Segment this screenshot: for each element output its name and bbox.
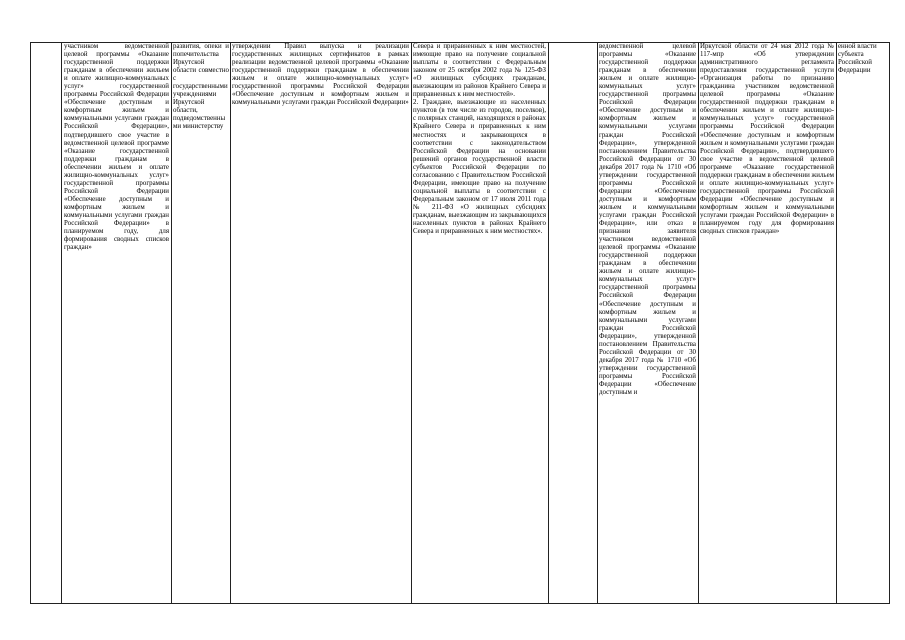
cell-text: участником ведомственной целевой программы «Оказание государственной поддержки гражданам в обеспечении жильем и оплате жилищно-коммунальных услуг» государственной программы Российской Федерации «Обеспечение доступным и комфортным жильем и коммунальными услугами граждан Российской Федерации», подтвердившего свое участие в ведомственной целевой программе «Оказание государственной поддержки гражданам в обеспечении жильем и оплате жилищно-коммунальных услуг» государственной программы Российской Федерации «Обеспечение доступным и комфортным жильем и коммунальными услугами граждан Российской Федерации» в планируемом году, для формирования сводных списков граждан» xyxy=(64,43,169,252)
cell-text: развития, опеки и попечительства Иркутской области совместно с государственными учреждениями Иркутской области, подведомственными министерству xyxy=(173,43,229,131)
column-divider xyxy=(230,42,231,604)
table-cell-regulation xyxy=(700,43,834,601)
table-cell-authority-level xyxy=(838,43,888,601)
table-cell-responsible-authority xyxy=(173,43,229,601)
table-border-bottom xyxy=(30,603,890,604)
table-cell-empty xyxy=(550,43,595,601)
cell-text: ведомственной целевой программы «Оказание государственной поддержки гражданам в обеспечении жильем и оплате жилищно-коммунальных услуг» государственной программы Российской Федерации «Обеспечение доступным и комфортным жильем и коммунальными услугами граждан Российской Федерации», утвержденной постановлением Правительства Российской Федерации от 30 декабря 2017 года № 1710 «Об утверждении государственной программы Российской Федерации «Обеспечение доступным и комфортным жильем и коммунальными услугами граждан Российской Федерации», или отказ в признании заявителя участником ведомственной целевой программы «Оказание государственной поддержки гражданам в обеспечении жильем и оплате жилищно-коммунальных услуг» государственной программы Российской Федерации «Обеспечение доступным и комфортным жильем и коммунальными услугами граждан Российской Федерации», утвержденной постановлением Правительства Российской Федерации от 30 декабря 2017 года № 1710 «Об утверждении государственной программы Российской Федерации «Обеспечение доступным и xyxy=(599,43,696,397)
cell-text: енной власти субъекта Российской Федерации xyxy=(838,43,877,75)
column-divider xyxy=(548,42,549,604)
column-divider xyxy=(597,42,598,604)
column-divider xyxy=(61,42,62,604)
column-divider xyxy=(698,42,699,604)
column-divider xyxy=(411,42,412,604)
column-divider xyxy=(171,42,172,604)
table-border-right xyxy=(889,42,890,604)
table-border-left xyxy=(30,42,31,604)
cell-paragraph: 2. Граждане, выезжающие из населенных пунктов (в том числе из городов, поселков), с полярных станций, находящихся в районах Крайнего Севера и приравненных к ним местностях и закрывающихся в соответствии с законодательством Российской Федерации на основании решений органов государственной власти субъектов Российской Федерации по согласованию с Правительством Российской Федерации, имеющие право на получение социальной выплаты в соответствии с Федеральным законом от 17 июля 2011 года № 211-ФЗ «О жилищных субсидиях гражданам, выезжающим из закрывающихся населенных пунктов в районах Крайнего Севера и приравненных к ним местностях». xyxy=(413,99,546,236)
table-cell-applicant-recognition xyxy=(64,43,169,601)
column-divider xyxy=(836,42,837,604)
cell-paragraph: Севера и приравненных к ним местностей, имеющие право на получение социальной выплаты в соответствии с Федеральным законом от 25 октября 2002 года № 125-ФЗ «О жилищных субсидиях гражданам, выезжающим из районов Крайнего Севера и приравненных к ним местностей». xyxy=(413,43,546,99)
cell-text: утверждении Правил выпуска и реализации государственных жилищных сертификатов в рамках реализации ведомственной целевой программы «Оказание государственной поддержки гражданам в обеспечении жильем и оплате жилищно-коммунальных услуг» государственной программы Российской Федерации «Обеспечение доступным и комфортным жильем и коммунальными услугами граждан Российской Федерации» xyxy=(232,43,409,107)
cell-text: Иркутской области от 24 мая 2012 года № 117-мпр «Об утверждении административного регламента предоставления государственной услуги «Организация работы по признанию гражданина участником ведомственной целевой программы «Оказание государственной поддержки гражданам в обеспечении жильем и оплате жилищно-коммунальных услуг» государственной программы Российской Федерации «Обеспечение доступным и комфортным жильем и коммунальными услугами граждан Российской Федерации», подтвердившего свое участие в ведомственной целевой программе «Оказание государственной поддержки гражданам в обеспечении жильем и оплате жилищно-коммунальных услуг» государственной программы Российской Федерации «Обеспечение доступным и комфортным жильем и коммунальными услугами граждан Российской Федерации» в планируемом году для формирования сводных списков граждан» xyxy=(700,43,834,236)
table-cell-legal-basis xyxy=(232,43,409,601)
table-cell-service-result xyxy=(599,43,696,601)
table-cell-recipients xyxy=(413,43,546,601)
